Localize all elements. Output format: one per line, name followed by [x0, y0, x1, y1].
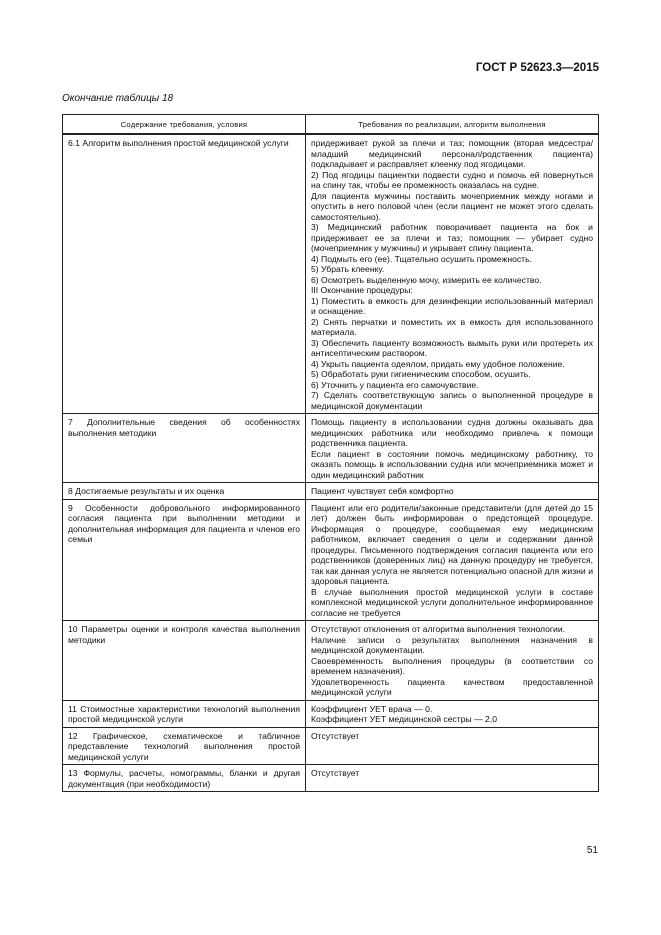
table-row [63, 134, 599, 414]
implementation-line: Отсутствуют отклонения от алгоритма выполнения технологии. [311, 624, 566, 634]
implementation-line: 6) Осмотреть выделенную мочу, измерить ее количество. [311, 274, 542, 285]
implementation-line: придерживает рукой за плечи и таз; помощник (вторая медсестра/младший медицинский персонал/родственник пациента) подкладывает и расправляет клеенку под ягодицами. [311, 138, 593, 169]
column-header-implementation: Требования по реализации, алгоритм выполнения [306, 115, 599, 135]
requirement-condition: 8 Достигаемые результаты и их оценка [63, 483, 306, 500]
implementation-line: 5) Обработать руки гигиеническим способом, осушить. [311, 369, 531, 379]
table-header-row [63, 115, 599, 135]
requirement-condition: 12 Графическое, схематическое и табличное представление технологий выполнения простой медицинской услуги [63, 727, 306, 765]
requirement-implementation [306, 727, 599, 765]
implementation-line: Для пациента мужчины поставить мочеприемник между ногами и опустить в него половой член (если пациент не может этого сделать самостоятельно). [311, 190, 593, 222]
table-body [63, 134, 599, 792]
implementation-line: III Окончание процедуры: [311, 285, 413, 295]
implementation-line: Удовлетворенность пациента качеством предоставленной медицинской услуги [311, 676, 593, 697]
implementation-line: Отсутствует [311, 768, 360, 778]
document-id: ГОСТ Р 52623.3—2015 [475, 62, 599, 74]
implementation-line: Если пациент в состоянии помочь медицинскому работнику, то оказать помощь в использовании судна или мочеприемника может и один медицинский работник [311, 448, 593, 480]
table-row [63, 621, 599, 701]
table-row [63, 499, 599, 621]
requirements-table [62, 114, 599, 792]
requirement-implementation [306, 700, 599, 727]
implementation-line: Своевременность выполнения процедуры (в соответствии со временем назначения). [311, 655, 593, 676]
requirement-condition: 10 Параметры оценки и контроля качества выполнения методики [63, 621, 306, 701]
implementation-line: 7) Сделать соответствующую запись о выполненной процедуре в медицинской документации [311, 390, 593, 411]
requirement-implementation [306, 134, 599, 414]
requirement-implementation [306, 414, 599, 483]
table-row [63, 483, 599, 500]
implementation-line: 5) Убрать клеенку. [311, 264, 385, 274]
requirement-implementation [306, 765, 599, 792]
implementation-line: Коэффициент УЕТ врача — 0. [311, 703, 433, 714]
table-row [63, 765, 599, 792]
requirement-implementation [306, 483, 599, 500]
implementation-line: В случае выполнения простой медицинской услуги в составе комплексной медицинской услуги дополнительное информированное согласие не требуется [311, 586, 593, 618]
implementation-line: Отсутствует [311, 730, 360, 741]
implementation-line: 3) Обеспечить пациенту возможность вымыть руки или протереть их антисептическим раствором. [311, 337, 593, 358]
implementation-line: 3) Медицинский работник поворачивает пациента на бок и придерживает ее за плечи и таз; помощник — убирает судно (мочеприемник у мужчины) и укрывает спину пациента. [311, 222, 593, 253]
requirement-implementation [306, 499, 599, 621]
implementation-line: 2) Снять перчатки и поместить их в емкость для использованного материала. [311, 316, 593, 337]
implementation-line: 1) Поместить в емкость для дезинфекции использованный материал и оснащение. [311, 295, 593, 316]
requirement-condition: 13 Формулы, расчеты, номограммы, бланки и другая документация (при необходимости) [63, 765, 306, 792]
requirement-condition: 9 Особенности добровольного информированного согласия пациента при выполнении методики и дополнительная информация для пациента и членов его семьи [63, 499, 306, 621]
page-number: 51 [586, 845, 598, 856]
table-caption: Окончание таблицы 18 [62, 93, 174, 104]
implementation-line: Пациент чувствует себя комфортно [311, 486, 454, 496]
implementation-line: Коэффициент УЕТ медицинской сестры — 2,0 [311, 714, 497, 724]
requirement-condition: 7 Дополнительные сведения об особенностях выполнения методики [63, 414, 306, 483]
implementation-line: 6) Уточнить у пациента его самочувствие. [311, 379, 479, 390]
column-header-condition: Содержание требования, условия [63, 115, 306, 135]
implementation-line: 2) Под ягодицы пациентки подвести судно и помочь ей повернуться на спину так, чтобы ее промежность оказалась на судне. [311, 169, 593, 190]
table-row [63, 727, 599, 765]
requirement-condition: 11 Стоимостные характеристики технологий выполнения простой медицинской услуги [63, 700, 306, 727]
table-row [63, 700, 599, 727]
implementation-line: Пациент или его родители/законные представители (для детей до 15 лет) должен быть информирован о предстоящей процедуре. Информация о процедуре, сообщаемая ему медицинским работником, включает сведения о цели и содержании данной процедуры. Письменного подтверждения согласия пациента или его родственников (доверенных лиц) на данную процедуру не требуется, так как данная услуга не является потенциально опасной для жизни и здоровья пациента. [311, 502, 593, 586]
requirement-implementation [306, 621, 599, 701]
implementation-line: Помощь пациенту в использовании судна должны оказывать два медицинских работника или необходимо привлечь к помощи родственника пациента. [311, 417, 593, 448]
implementation-line: 4) Подмыть его (ее). Тщательно осушить промежность. [311, 253, 532, 264]
table-row [63, 414, 599, 483]
implementation-line: 4) Укрыть пациента одеялом, придать ему удобное положение. [311, 358, 565, 369]
requirement-condition: 6.1 Алгоритм выполнения простой медицинской услуги [63, 134, 306, 414]
implementation-line: Наличие записи о результатах выполнения назначения в медицинской документации. [311, 634, 593, 655]
